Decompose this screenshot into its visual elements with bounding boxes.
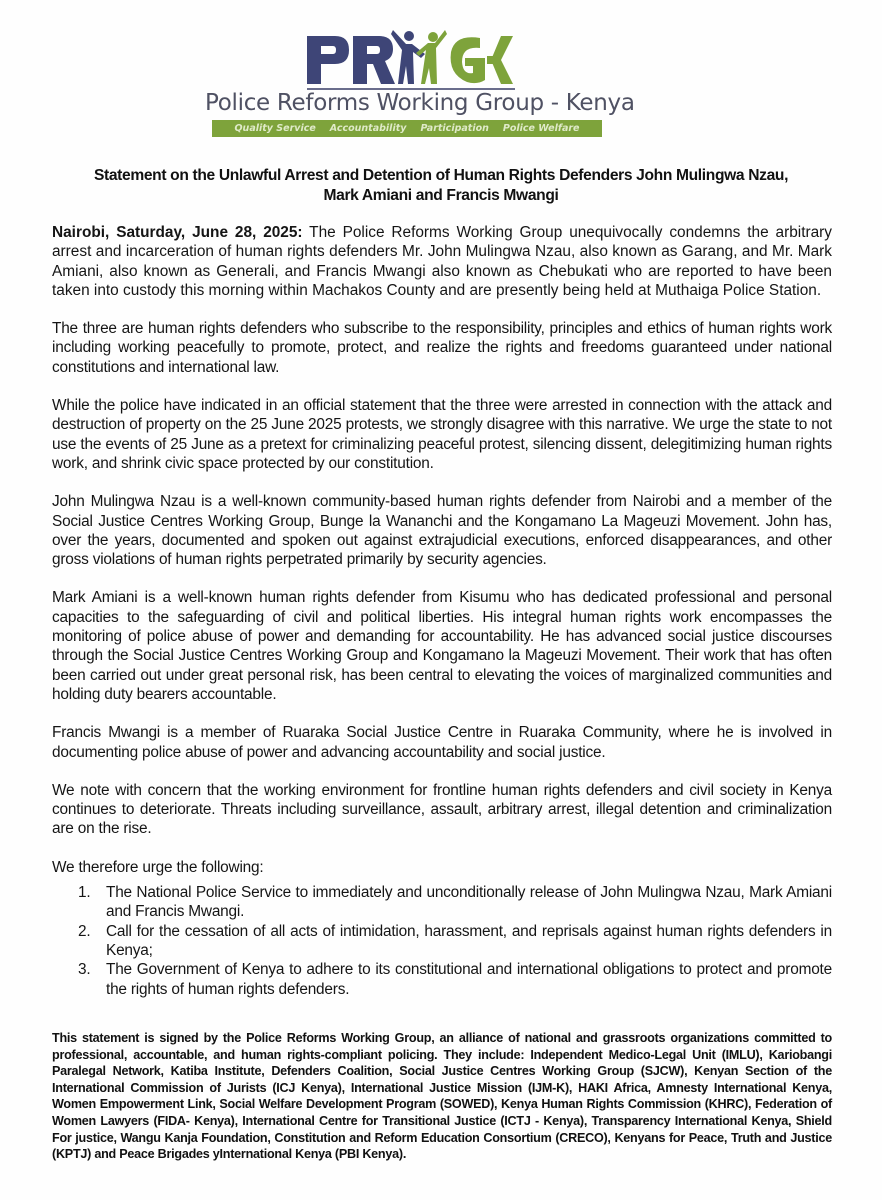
demand-item bbox=[52, 960, 832, 999]
title-line-2: Mark Amiani and Francis Mwangi bbox=[323, 187, 559, 204]
demand-text: The National Police Service to immediately and unconditionally release of John Mulingwa Nzau, Mark Amiani and Francis Mwangi. bbox=[106, 884, 832, 921]
paragraph-defenders-principles: The three are human rights defenders who subscribe to the responsibility, principles and ethics of human rights work including working peacefully to promote, protect, and realize the rights and freedoms guaranteed under national constitutions and international law. bbox=[52, 320, 832, 376]
paragraph-mark-amiani: Mark Amiani is a well-known human rights defender from Kisumu who has dedicated professional and personal capacities to the safeguarding of civil and political liberties. His integral human rights work encompasses the monitoring of police abuse of power and demanding for accountability. He has advanced social justice discourses through the Social Justice Centres Working Group and Kongamano la Mageuzi Movement. Their work that has often been carried out under great personal risk, has been central to elevating the voices of marginalized communities and holding duty bearers accountable. bbox=[52, 589, 832, 703]
statement-body bbox=[52, 223, 832, 999]
paragraph-police-narrative: While the police have indicated in an official statement that the three were arrested in connection with the attack and destruction of property on the 25 June 2025 protests, we strongly disagree with this narrative. We urge the state to not use the events of 25 June as a pretext for criminalizing peaceful protest, silencing dissent, delegitimizing human rights work, and shrink civic space protected by our constitution. bbox=[52, 397, 832, 472]
demands-list bbox=[52, 883, 832, 999]
tagline-accountability: Accountability bbox=[329, 123, 407, 134]
tagline-participation: Participation bbox=[420, 123, 489, 134]
demand-text: The Government of Kenya to adhere to its constitutional and international obligations to protect and promote the rights of human rights defenders. bbox=[106, 961, 832, 998]
paragraph-john-nzau: John Mulingwa Nzau is a well-known community-based human rights defender from Nairobi and a member of the Social Justice Centres Working Group, Bunge la Wananchi and the Kongamano La Mageuzi Movement. John has, over the years, documented and spoken out against extrajudicial executions, enforced disappearances, and other gross violations of human rights perpetrated primarily by security agencies. bbox=[52, 493, 832, 569]
prwgk-logo-mark-icon bbox=[305, 28, 515, 86]
intro-text: The Police Reforms Working Group unequivocally condemns the arbitrary arrest and incarceration of human rights defenders Mr. John Mulingwa Nzau, also known as Garang, and Mr. Mark Amiani, also known as Generali, and Francis Mwangi also known as Chebukati who are reported to have been taken into custody this morning within Machakos County and are presently being held at Muthaiga Police Station. bbox=[52, 224, 832, 299]
logo-org-name: Police Reforms Working Group - Kenya bbox=[205, 90, 635, 116]
tagline-police-welfare: Police Welfare bbox=[502, 123, 580, 134]
paragraph-urge-intro: We therefore urge the following: bbox=[52, 858, 264, 876]
title-line-1: Statement on the Unlawful Arrest and Detention of Human Rights Defenders John Mulingwa Nzau, bbox=[93, 167, 789, 184]
tagline-quality-service: Quality Service bbox=[234, 123, 316, 134]
logo-tagline-band bbox=[212, 120, 602, 137]
paragraph-working-environment: We note with concern that the working environment for frontline human rights defenders and civil society in Kenya continues to deteriorate. Threats including surveillance, assault, arbitrary arrest, illegal detention and criminalization are on the rise. bbox=[52, 781, 832, 838]
dateline: Nairobi, Saturday, June 28, 2025: bbox=[52, 224, 303, 241]
demand-number: 3. bbox=[78, 961, 91, 979]
demand-number: 2. bbox=[78, 922, 91, 940]
paragraph-francis-mwangi: Francis Mwangi is a member of Ruaraka Social Justice Centre in Ruaraka Community, where he is involved in documenting police abuse of power and advancing accountability and social justice. bbox=[52, 724, 832, 761]
statement-title bbox=[40, 166, 842, 206]
demand-text: Call for the cessation of all acts of intimidation, harassment, and reprisals against human rights defenders in Kenya; bbox=[106, 922, 832, 959]
prwgk-logo bbox=[205, 28, 635, 143]
demand-number: 1. bbox=[78, 884, 91, 902]
signatories-paragraph: This statement is signed by the Police Reforms Working Group, an alliance of national and grassroots organizations committed to professional, accountable, and human rights-compliant policing. They include: Independent Medico-Legal Unit (IMLU), Kariobangi Paralegal Network, Katiba Institute, Defenders Coalition, Social Justice Centres Working Group (SJCW), Kenyan Section of the International Commission of Jurists (ICJ Kenya), International Justice Mission (IJM-K), HAKI Africa, Amnesty International Kenya, Women Empowerment Link, Social Welfare Development Program (SOWED), Kenya Human Rights Commission (KHRC), Federation of Women Lawyers (FIDA- Kenya), International Centre for Transitional Justice (ICTJ - Kenya), Transparency International Kenya, Shield For justice, Wangu Kanja Foundation, Constitution and Reform Education Consortium (CRECO), Kenyans for Peace, Truth and Justice (KPTJ) and Peace Brigades yInternational Kenya (PBI Kenya). bbox=[52, 1031, 832, 1162]
intro-paragraph bbox=[52, 223, 832, 300]
demand-item bbox=[52, 883, 832, 922]
demand-item bbox=[52, 922, 832, 961]
